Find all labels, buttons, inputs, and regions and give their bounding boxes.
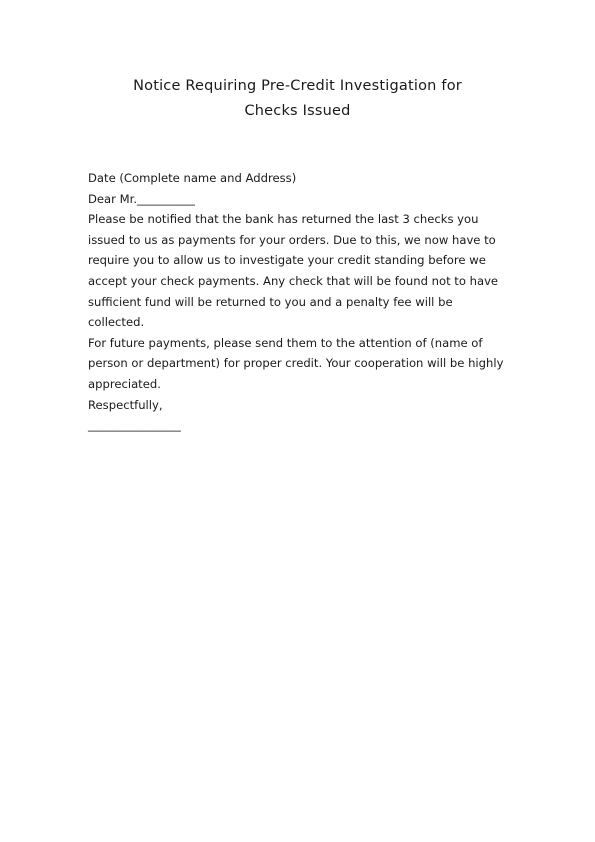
salutation-line: Dear Mr.__________: [88, 191, 195, 206]
paragraph-1-line-5: sufficient fund will be returned to you and a penalty fee will be: [88, 294, 453, 309]
letter-body: [88, 168, 518, 436]
date-line: Date (Complete name and Address): [88, 171, 297, 185]
document-title: [0, 74, 595, 124]
signature-line: ________________: [88, 418, 181, 433]
paragraph-2-line-2: person or department) for proper credit. Your cooperation will be highly: [88, 356, 504, 371]
paragraph-1-line-6: collected.: [88, 315, 145, 330]
paragraph-2-line-1: For future payments, please send them to the attention of (name of: [88, 335, 483, 350]
paragraph-1-line-4: accept your check payments. Any check that will be found not to have: [88, 273, 499, 288]
title-line-1: Notice Requiring Pre-Credit Investigation for: [133, 78, 462, 94]
paragraph-1-line-1: Please be notified that the bank has returned the last 3 checks you: [88, 212, 479, 227]
paragraph-1-line-3: require you to allow us to investigate your credit standing before we: [88, 253, 486, 268]
paragraph-2-line-3: appreciated.: [88, 376, 161, 391]
paragraph-1-line-2: issued to us as payments for your orders. Due to this, we now have to: [88, 232, 496, 247]
title-line-2: Checks Issued: [244, 103, 351, 119]
closing-line: Respectfully,: [88, 397, 163, 412]
